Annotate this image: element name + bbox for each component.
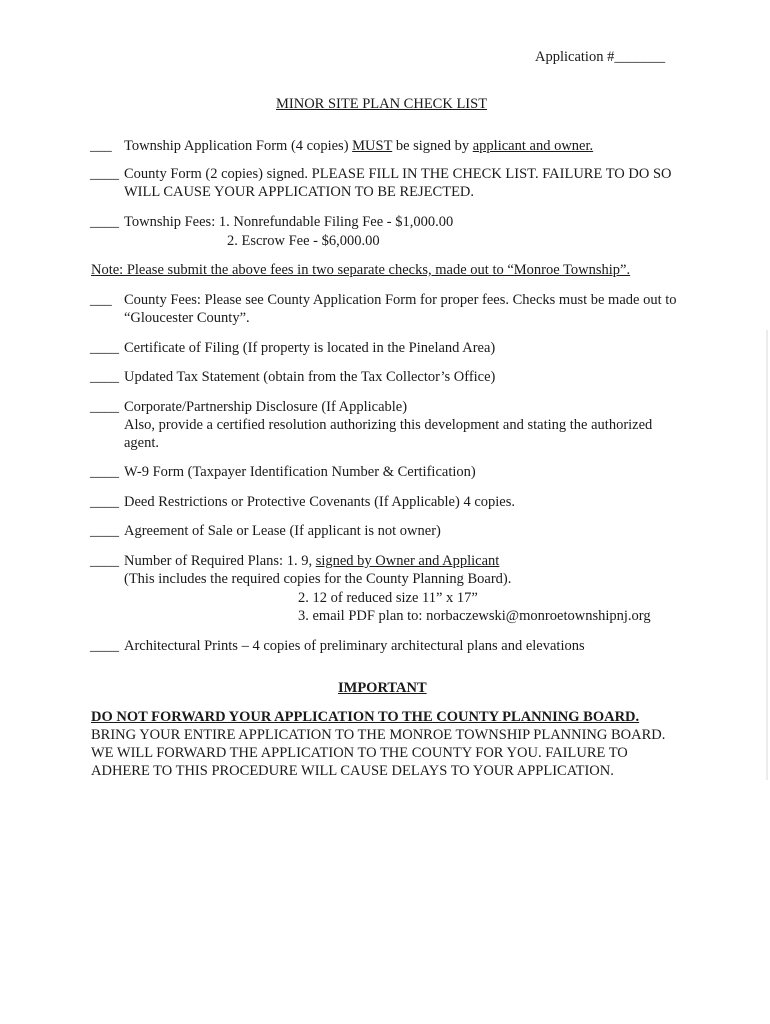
checklist-item-county-fees xyxy=(90,291,690,331)
checklist-item-township-application xyxy=(90,137,690,157)
check-blank: ____ xyxy=(90,166,119,182)
check-blank: ____ xyxy=(90,464,119,480)
item-text: County Form (2 copies) signed. PLEASE FILL IN THE CHECK LIST. FAILURE TO DO SO WILL CAUSE YOUR APPLICATION TO BE REJECTED. xyxy=(124,166,672,200)
check-blank: ____ xyxy=(90,494,119,510)
page-title: MINOR SITE PLAN CHECK LIST xyxy=(276,96,488,112)
item-text: Architectural Prints – 4 copies of preliminary architectural plans and elevations xyxy=(124,638,585,654)
checklist-item-architectural-prints xyxy=(90,637,690,657)
fees-note: Note: Please submit the above fees in two separate checks, made out to “Monroe Township”. xyxy=(91,262,631,278)
item-subline-2: 2. 12 of reduced size 11” x 17” xyxy=(298,590,478,606)
checklist-item-tax-statement xyxy=(90,368,690,388)
application-number-field xyxy=(535,48,665,66)
check-blank: ____ xyxy=(90,214,119,230)
item-text: W-9 Form (Taxpayer Identification Number & Certification) xyxy=(124,464,476,480)
item-emphasis-must: MUST xyxy=(352,138,393,154)
application-number-label: Application # xyxy=(535,49,615,65)
scan-edge-shadow xyxy=(766,330,768,780)
application-number-blank: _______ xyxy=(614,49,666,65)
important-heading: IMPORTANT xyxy=(338,680,427,696)
checklist-item-agreement-of-sale xyxy=(90,522,690,542)
check-blank: ___ xyxy=(90,138,112,154)
checklist-item-w9 xyxy=(90,463,690,483)
checklist-item-required-plans xyxy=(90,552,690,628)
item-subline: 2. Escrow Fee - $6,000.00 xyxy=(227,233,380,249)
important-warning: DO NOT FORWARD YOUR APPLICATION TO THE COUNTY PLANNING BOARD. xyxy=(91,709,640,725)
checklist-item-deed-restrictions xyxy=(90,493,690,513)
item-text: Number of Required Plans: 1. 9, xyxy=(124,553,313,569)
important-body: BRING YOUR ENTIRE APPLICATION TO THE MONROE TOWNSHIP PLANNING BOARD. WE WILL FORWARD THE APPLICATION TO THE COUNTY FOR YOU. FAILURE TO ADHERE TO THIS PROCEDURE WILL CAUSE DELAYS TO YOUR APPLICATION. xyxy=(91,727,666,779)
checklist-item-certificate-of-filing xyxy=(90,339,690,359)
item-text: Corporate/Partnership Disclosure (If Applicable) xyxy=(124,399,408,415)
check-blank: ____ xyxy=(90,340,119,356)
item-text: Updated Tax Statement (obtain from the Tax Collector’s Office) xyxy=(124,369,496,385)
item-text: Township Application Form (4 copies) xyxy=(124,138,349,154)
item-subline-3: 3. email PDF plan to: norbaczewski@monroetownshipnj.org xyxy=(298,608,651,624)
check-blank: ___ xyxy=(90,292,112,308)
item-text-mid: be signed by xyxy=(395,138,470,154)
check-blank: ____ xyxy=(90,369,119,385)
item-emphasis-signers: signed by Owner and Applicant xyxy=(315,553,500,569)
item-text: County Fees: Please see County Application Form for proper fees. Checks must be made out to “Gloucester County”. xyxy=(124,292,677,326)
item-subline-1: (This includes the required copies for the County Planning Board). xyxy=(124,571,512,587)
check-blank: ____ xyxy=(90,638,119,654)
item-text: Certificate of Filing (If property is located in the Pineland Area) xyxy=(124,340,496,356)
check-blank: ____ xyxy=(90,399,119,415)
item-text: Township Fees: 1. Nonrefundable Filing Fee - $1,000.00 xyxy=(124,214,454,230)
checklist-item-county-form xyxy=(90,165,690,205)
checklist-item-disclosure xyxy=(90,398,690,454)
item-emphasis-signers: applicant and owner. xyxy=(472,138,594,154)
item-text-detail: Also, provide a certified resolution authorizing this development and stating the authorized agent. xyxy=(124,417,653,451)
checklist-item-township-fees xyxy=(90,213,690,253)
check-blank: ____ xyxy=(90,553,119,569)
item-text: Deed Restrictions or Protective Covenants (If Applicable) 4 copies. xyxy=(124,494,515,510)
item-text: Agreement of Sale or Lease (If applicant is not owner) xyxy=(124,523,441,539)
check-blank: ____ xyxy=(90,523,119,539)
